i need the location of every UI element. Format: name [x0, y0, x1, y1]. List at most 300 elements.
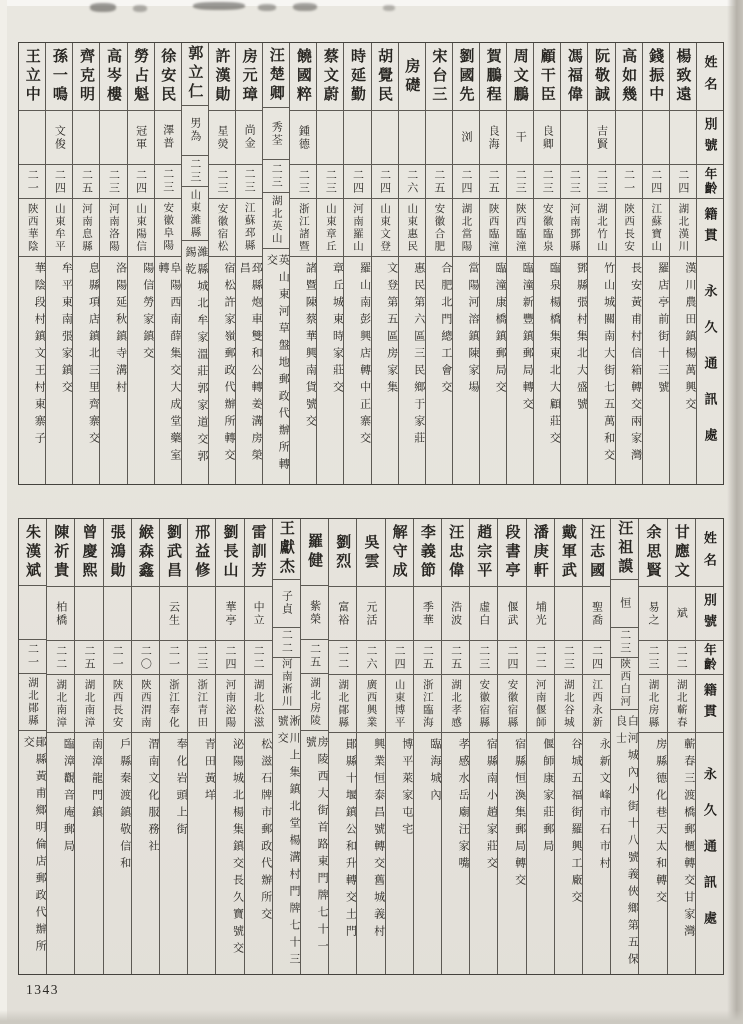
- person-address-cell: 泌陽城北楊集鎮交長久寶號交: [231, 738, 244, 959]
- person-alias-cell: 浏: [453, 111, 479, 165]
- person-age-cell: 二五: [414, 641, 441, 675]
- person-origin-cell: 湖北鄖縣: [329, 675, 356, 733]
- person-origin-cell: 陝西渭南: [132, 675, 159, 733]
- person-column: [643, 43, 670, 484]
- header-address-label: 永久通訊處: [702, 283, 718, 464]
- person-alias-cell: 中立: [245, 587, 272, 641]
- person-address-cell: 竹山城關南大街七五萬和交: [602, 262, 615, 466]
- person-age-cell: 二四: [643, 165, 669, 199]
- person-alias-cell: 恒: [611, 580, 638, 628]
- person-address-cell: 谷城五福街羅興工廠交: [569, 738, 582, 908]
- person-age-cell: 二四: [453, 165, 479, 199]
- person-address-cell: 鄖縣十堰鎮公和升轉交土門: [344, 738, 357, 942]
- person-column: [386, 519, 414, 974]
- person-column: [344, 43, 371, 484]
- person-origin-cell: 河南淅川: [273, 658, 300, 710]
- person-alias-cell: 富裕: [329, 587, 356, 641]
- person-alias-cell: [643, 111, 669, 165]
- person-age-cell: 二五: [480, 165, 506, 199]
- person-column: [236, 43, 263, 484]
- person-column: [155, 43, 182, 484]
- header-alias-label: 別號: [696, 587, 723, 641]
- person-address-cell: 戶縣秦渡鎮敬信和: [118, 738, 131, 874]
- person-alias-cell: 華亭: [216, 587, 243, 641]
- person-name-cell: 朱漢斌: [19, 519, 46, 586]
- person-origin-cell: 河南鄧縣: [561, 199, 587, 257]
- person-name-cell: 戴軍武: [555, 519, 582, 587]
- person-alias-cell: 斌: [668, 587, 695, 641]
- person-column: [329, 519, 357, 974]
- person-alias-cell: [670, 111, 696, 165]
- scan-smudge: [258, 4, 276, 11]
- person-age-cell: 二二: [527, 641, 554, 675]
- person-age-cell: 二三: [290, 165, 316, 199]
- person-column: [301, 519, 329, 974]
- person-address-cell: 臨潼新豐鎮郵局轉交: [521, 262, 534, 415]
- person-age-cell: 二三: [263, 160, 289, 193]
- person-address-cell: 臨漳觀音庵郵局: [62, 738, 75, 857]
- person-alias-cell: 元活: [357, 587, 384, 641]
- person-origin-cell: 河南泌陽: [216, 675, 243, 733]
- person-column: [588, 43, 615, 484]
- person-name-cell: 顧干臣: [534, 43, 560, 111]
- person-name-cell: 周文鵬: [507, 43, 533, 111]
- person-alias-cell: 云生: [160, 587, 187, 641]
- person-name-cell: 孫一鳴: [46, 43, 72, 111]
- header-name-label: 姓名: [697, 43, 723, 111]
- person-origin-cell: 安徽宿縣: [498, 675, 525, 733]
- person-name-cell: 齊克明: [73, 43, 99, 111]
- person-origin-cell: 陝西白河: [611, 658, 638, 710]
- person-name-cell: 解守成: [386, 519, 413, 587]
- person-name-cell: 陳祈貴: [47, 519, 74, 587]
- person-column: [263, 43, 290, 484]
- person-name-cell: 宋台三: [426, 43, 452, 111]
- person-name-cell: 時延勤: [344, 43, 370, 111]
- person-age-cell: 二三: [561, 165, 587, 199]
- person-address-cell: 長安黃甫村信箱轉交兩家灣: [629, 262, 642, 466]
- person-age-cell: 二三: [555, 641, 582, 675]
- person-column: [668, 519, 696, 974]
- person-origin-cell: 山東文登: [372, 199, 398, 257]
- scan-smudge: [383, 5, 395, 11]
- person-alias-cell: 良卿: [534, 111, 560, 165]
- person-age-cell: 二二: [245, 641, 272, 675]
- person-age-cell: 二四: [386, 641, 413, 675]
- person-address-cell: 牟平東南張家鎮交: [60, 262, 73, 398]
- person-name-cell: 李義節: [414, 519, 441, 587]
- person-origin-cell: 湖北孝感: [442, 675, 469, 733]
- person-age-cell: 二三: [639, 641, 666, 675]
- person-alias-cell: [19, 586, 46, 640]
- person-address-cell: 羅山南彭興店轉中正寨交: [358, 262, 371, 449]
- person-name-cell: 汪志國: [583, 519, 610, 587]
- person-origin-cell: 浙江臨海: [414, 675, 441, 733]
- person-name-cell: 蔡文蔚: [317, 43, 343, 111]
- person-column: [611, 519, 639, 974]
- person-address-cell: 臨海城內: [428, 738, 441, 806]
- person-address-cell: 松滋石牌市郵政代辦所交: [259, 738, 272, 925]
- person-origin-cell: 浙江奉化: [160, 675, 187, 733]
- person-address-cell: 宿縣恒渙集郵局轉交: [513, 738, 526, 891]
- person-column: [453, 43, 480, 484]
- person-age-cell: 二一: [160, 641, 187, 675]
- person-age-cell: 二四: [46, 165, 72, 199]
- person-age-cell: 二一: [616, 165, 642, 199]
- directory-table-bottom: [18, 518, 724, 975]
- person-origin-cell: 山東陽信: [128, 199, 154, 257]
- person-name-cell: 吳雲: [357, 519, 384, 587]
- person-origin-cell: 浙江青田: [188, 675, 215, 733]
- person-age-cell: 二三: [470, 641, 497, 675]
- person-name-cell: 錢振中: [643, 43, 669, 111]
- person-age-cell: 二三: [155, 165, 181, 199]
- person-alias-cell: [561, 111, 587, 165]
- person-origin-cell: 湖北鄖縣: [19, 674, 46, 731]
- scan-smudge: [293, 3, 317, 11]
- person-column: [561, 43, 588, 484]
- person-column: [46, 43, 73, 484]
- person-age-cell: 二三: [209, 165, 235, 199]
- person-column: [132, 519, 160, 974]
- person-origin-cell: 湖北竹山: [588, 199, 614, 257]
- person-age-cell: 二三: [534, 165, 560, 199]
- person-column: [639, 519, 667, 974]
- person-name-cell: 劉烈: [329, 519, 356, 587]
- person-address-cell: 惠民第六區三民鄉于家莊: [412, 262, 425, 449]
- person-name-cell: 汪祖謨: [611, 519, 638, 580]
- header-origin-label: 籍貫: [696, 675, 723, 733]
- person-address-cell: 奉化岩頭上街: [175, 738, 188, 840]
- person-alias-cell: [344, 111, 370, 165]
- person-address-cell: 華陰段村鎮文王村東寨子: [33, 262, 46, 449]
- person-name-cell: 郭立仁: [182, 43, 208, 106]
- person-age-cell: 二三: [611, 628, 638, 658]
- person-alias-cell: 虛白: [470, 587, 497, 641]
- person-name-cell: 張鴻勛: [104, 519, 131, 587]
- person-age-cell: 二三: [588, 165, 614, 199]
- person-origin-cell: 安徽宿松: [209, 199, 235, 257]
- person-address-cell: 合肥北門總工會交: [439, 262, 452, 398]
- person-address-cell: 鄖縣黃甫鄉明倫店郵政代辦所交: [22, 736, 47, 958]
- person-alias-cell: [100, 111, 126, 165]
- person-column: [273, 519, 301, 974]
- person-alias-cell: [75, 587, 102, 641]
- person-column: [216, 519, 244, 974]
- person-origin-cell: 江西永新: [583, 675, 610, 733]
- person-column: [290, 43, 317, 484]
- person-age-cell: 二五: [426, 165, 452, 199]
- person-alias-cell: 星熒: [209, 111, 235, 165]
- person-origin-cell: 湖北谷城: [555, 675, 582, 733]
- person-name-cell: 潘庚軒: [527, 519, 554, 587]
- person-name-cell: 余思賢: [639, 519, 666, 587]
- person-address-cell: 永新文峰市石市村: [598, 738, 611, 874]
- person-column: [414, 519, 442, 974]
- person-origin-cell: 浙江諸暨: [290, 199, 316, 257]
- person-name-cell: 胡覺民: [372, 43, 398, 111]
- person-age-cell: 二四: [344, 165, 370, 199]
- person-name-cell: 緱森鑫: [132, 519, 159, 587]
- header-address-label: 永久通訊處: [701, 766, 717, 947]
- person-name-cell: 劉長山: [216, 519, 243, 587]
- person-alias-cell: 浩波: [442, 587, 469, 641]
- person-column: [357, 519, 385, 974]
- person-address-cell: 偃師康家莊郵局: [541, 738, 554, 857]
- person-address-cell: 章丘城東時家莊交: [331, 262, 344, 398]
- person-origin-cell: 陝西華陰: [19, 199, 45, 257]
- person-address-cell: 房縣德化巷天太和轉交: [654, 738, 667, 908]
- person-alias-cell: [73, 111, 99, 165]
- person-age-cell: 二一: [19, 165, 45, 199]
- person-origin-cell: 山東濰縣: [182, 187, 208, 241]
- person-age-cell: 二四: [670, 165, 696, 199]
- person-alias-cell: [19, 111, 45, 165]
- person-name-cell: 邢益修: [188, 519, 215, 587]
- person-column: [555, 519, 583, 974]
- person-column: [317, 43, 344, 484]
- person-address-cell: 宿松許家嶺郵政代辦所轉交: [223, 262, 236, 466]
- person-name-cell: 王立中: [19, 43, 45, 111]
- person-age-cell: 二三: [317, 165, 343, 199]
- person-origin-cell: 陝西臨潼: [480, 199, 506, 257]
- person-name-cell: 徐安民: [155, 43, 181, 111]
- scan-edge-left: [0, 0, 7, 1024]
- person-age-cell: 二一: [104, 641, 131, 675]
- person-address-cell: 羅店亭前街十三號: [656, 262, 669, 398]
- person-column: [527, 519, 555, 974]
- person-address-cell: 當陽河溶鎮陳家場: [467, 262, 480, 398]
- person-address-cell: 蘄春三渡橋郵櫃轉交甘家灣: [682, 738, 695, 942]
- person-address-cell: 邳縣炮車雙和公轉姜溝房榮昌: [238, 261, 263, 466]
- person-age-cell: 二六: [357, 641, 384, 675]
- person-column: [583, 519, 611, 974]
- person-column: [480, 43, 507, 484]
- page-number: 1343: [26, 982, 59, 997]
- person-name-cell: 劉國先: [453, 43, 479, 111]
- person-name-cell: 饒國粹: [290, 43, 316, 111]
- person-age-cell: 二三: [507, 165, 533, 199]
- person-origin-cell: 河南洛陽: [100, 199, 126, 257]
- person-alias-cell: 男為: [182, 106, 208, 156]
- person-origin-cell: 山東章丘: [317, 199, 343, 257]
- person-age-cell: 二三: [100, 165, 126, 199]
- person-name-cell: 楊致遠: [670, 43, 696, 111]
- person-name-cell: 許漢勛: [209, 43, 235, 111]
- scan-edge-bottom: [0, 1010, 743, 1024]
- person-alias-cell: [616, 111, 642, 165]
- person-column: [19, 519, 47, 974]
- person-origin-cell: 陝西臨潼: [507, 199, 533, 257]
- person-age-cell: 二六: [399, 165, 425, 199]
- person-origin-cell: 安徽合肥: [426, 199, 452, 257]
- person-address-cell: 文登第五區房家集: [385, 262, 398, 398]
- person-age-cell: 二三: [182, 156, 208, 188]
- person-column: [160, 519, 188, 974]
- person-alias-cell: 鍾德: [290, 111, 316, 165]
- person-alias-cell: [399, 111, 425, 165]
- person-alias-cell: 易之: [639, 587, 666, 641]
- person-name-cell: 賀鵬程: [480, 43, 506, 111]
- person-age-cell: 二三: [188, 641, 215, 675]
- person-column: [73, 43, 100, 484]
- person-origin-cell: 安徽臨泉: [534, 199, 560, 257]
- person-origin-cell: 陝西長安: [104, 675, 131, 733]
- person-address-cell: 臨潼康橋鎮郵局交: [494, 262, 507, 398]
- person-address-cell: 漢川農田鎮楊萬興交: [683, 262, 696, 415]
- person-address-cell: 房陵西大街首路東門牌七十一號: [304, 736, 329, 958]
- person-column: [498, 519, 526, 974]
- header-column: [696, 519, 723, 974]
- person-age-cell: 二四: [372, 165, 398, 199]
- person-age-cell: 二五: [73, 165, 99, 199]
- person-age-cell: 二五: [442, 641, 469, 675]
- person-address-cell: 興業恒泰昌號轉交舊城義村: [372, 738, 385, 942]
- person-name-cell: 房元璋: [236, 43, 262, 111]
- person-column: [47, 519, 75, 974]
- person-alias-cell: 柏橋: [47, 587, 74, 641]
- person-name-cell: 雷訓芳: [245, 519, 272, 587]
- person-origin-cell: 湖北南漳: [75, 675, 102, 733]
- person-name-cell: 勞占魁: [128, 43, 154, 111]
- person-alias-cell: [188, 587, 215, 641]
- person-age-cell: 二一: [19, 640, 46, 674]
- person-column: [426, 43, 453, 484]
- person-column: [188, 519, 216, 974]
- person-alias-cell: 澤普: [155, 111, 181, 165]
- header-name-label: 姓名: [696, 519, 723, 587]
- person-column: [19, 43, 46, 484]
- person-age-cell: 二二: [273, 628, 300, 658]
- person-origin-cell: 山東博平: [386, 675, 413, 733]
- person-alias-cell: 文俊: [46, 111, 72, 165]
- person-origin-cell: 湖北松滋: [245, 675, 272, 733]
- person-age-cell: 二五: [75, 641, 102, 675]
- person-address-cell: 阜陽西南薛集交大成堂藥室轉: [156, 261, 181, 466]
- person-address-cell: 宿縣南小趙家莊交: [485, 738, 498, 874]
- person-origin-cell: 江蘇邳縣: [236, 199, 262, 257]
- person-alias-cell: 良海: [480, 111, 506, 165]
- person-origin-cell: 廣西興業: [357, 675, 384, 733]
- person-address-cell: 南漳龍門鎮: [90, 738, 103, 823]
- person-address-cell: 英山東河草盤地郵政代辦所轉交: [265, 253, 290, 475]
- person-name-cell: 趙宗平: [470, 519, 497, 587]
- person-alias-cell: [426, 111, 452, 165]
- person-origin-cell: 安徽宿縣: [470, 675, 497, 733]
- person-origin-cell: 陝西長安: [616, 199, 642, 257]
- person-address-cell: 白河城內小街十八號義俠鄉第五保良士: [614, 714, 639, 970]
- person-age-cell: 二四: [498, 641, 525, 675]
- person-address-cell: 青田黃垟: [203, 738, 216, 806]
- person-alias-cell: 聖喬: [583, 587, 610, 641]
- person-column: [534, 43, 561, 484]
- person-address-cell: 諸暨陳蔡華興南貨號交: [304, 262, 317, 432]
- person-name-cell: 馮福偉: [561, 43, 587, 111]
- person-address-cell: 息縣項店鎮北三里齊寨交: [87, 262, 100, 449]
- person-name-cell: 段書亭: [498, 519, 525, 587]
- header-alias-label: 別號: [697, 111, 723, 165]
- person-column: [128, 43, 155, 484]
- person-alias-cell: 干: [507, 111, 533, 165]
- person-age-cell: 二四: [583, 641, 610, 675]
- person-name-cell: 房礎: [399, 43, 425, 111]
- person-column: [104, 519, 132, 974]
- person-origin-cell: 江蘇寶山: [643, 199, 669, 257]
- person-alias-cell: 子貞: [273, 580, 300, 628]
- person-origin-cell: 河南偃師: [527, 675, 554, 733]
- person-alias-cell: [104, 587, 131, 641]
- person-address-cell: 渭南文化服務社: [146, 738, 159, 857]
- person-column: [100, 43, 127, 484]
- person-origin-cell: 河南羅山: [344, 199, 370, 257]
- person-column: [372, 43, 399, 484]
- person-alias-cell: 吉賢: [588, 111, 614, 165]
- person-address-cell: 臨泉楊橋集東北大顧莊交: [548, 262, 561, 449]
- header-column: [697, 43, 723, 484]
- person-alias-cell: 埔光: [527, 587, 554, 641]
- person-column: [209, 43, 236, 484]
- person-origin-cell: 湖北南漳: [47, 675, 74, 733]
- header-origin-label: 籍貫: [697, 199, 723, 257]
- directory-table-top: [18, 42, 724, 485]
- person-alias-cell: [386, 587, 413, 641]
- person-name-cell: 汪忠偉: [442, 519, 469, 587]
- person-address-cell: 淅川上集鎮北堂楊溝村門牌七十三號交: [276, 714, 300, 970]
- person-name-cell: 曾慶熙: [75, 519, 102, 587]
- person-address-cell: 洛陽延秋鎮寺溝村: [114, 262, 127, 398]
- person-name-cell: 汪楚卿: [263, 43, 289, 108]
- person-address-cell: 濰縣城北牟家溫莊郭家道交郭錫乾: [184, 246, 208, 468]
- person-age-cell: 二四: [128, 165, 154, 199]
- person-name-cell: 阮敬誠: [588, 43, 614, 111]
- person-age-cell: 二二: [329, 641, 356, 675]
- person-alias-cell: [132, 587, 159, 641]
- person-age-cell: 二四: [216, 641, 243, 675]
- person-column: [75, 519, 103, 974]
- person-origin-cell: 湖北房縣: [639, 675, 666, 733]
- person-column: [182, 43, 209, 484]
- scan-edge-right: [727, 0, 743, 1024]
- person-column: [507, 43, 534, 484]
- scan-smudge: [133, 5, 147, 12]
- person-address-cell: 孝感水岳廟汪家嘴: [457, 738, 470, 874]
- person-column: [399, 43, 426, 484]
- header-age-label: 年齡: [696, 641, 723, 675]
- person-alias-cell: 偃武: [498, 587, 525, 641]
- person-origin-cell: 湖北英山: [263, 193, 289, 249]
- person-origin-cell: 湖北房陵: [301, 674, 328, 731]
- person-name-cell: 王獻杰: [273, 519, 300, 580]
- scan-smudge: [90, 3, 116, 12]
- person-column: [616, 43, 643, 484]
- person-age-cell: 二五: [301, 640, 328, 674]
- person-origin-cell: 湖北當陽: [453, 199, 479, 257]
- person-origin-cell: 河南息縣: [73, 199, 99, 257]
- person-alias-cell: 尚金: [236, 111, 262, 165]
- person-name-cell: 高岑樓: [100, 43, 126, 111]
- header-age-label: 年齡: [697, 165, 723, 199]
- person-origin-cell: 安徽阜陽: [155, 199, 181, 257]
- person-alias-cell: 季華: [414, 587, 441, 641]
- person-alias-cell: 紫榮: [301, 586, 328, 640]
- person-address-cell: 博平萊家屯宅: [400, 738, 413, 840]
- person-column: [470, 519, 498, 974]
- person-origin-cell: 湖北漢川: [670, 199, 696, 257]
- person-alias-cell: 秀荃: [263, 108, 289, 160]
- person-name-cell: 高如幾: [616, 43, 642, 111]
- person-address-cell: 陽信勞家鎮交: [141, 262, 154, 364]
- person-name-cell: 甘應文: [668, 519, 695, 587]
